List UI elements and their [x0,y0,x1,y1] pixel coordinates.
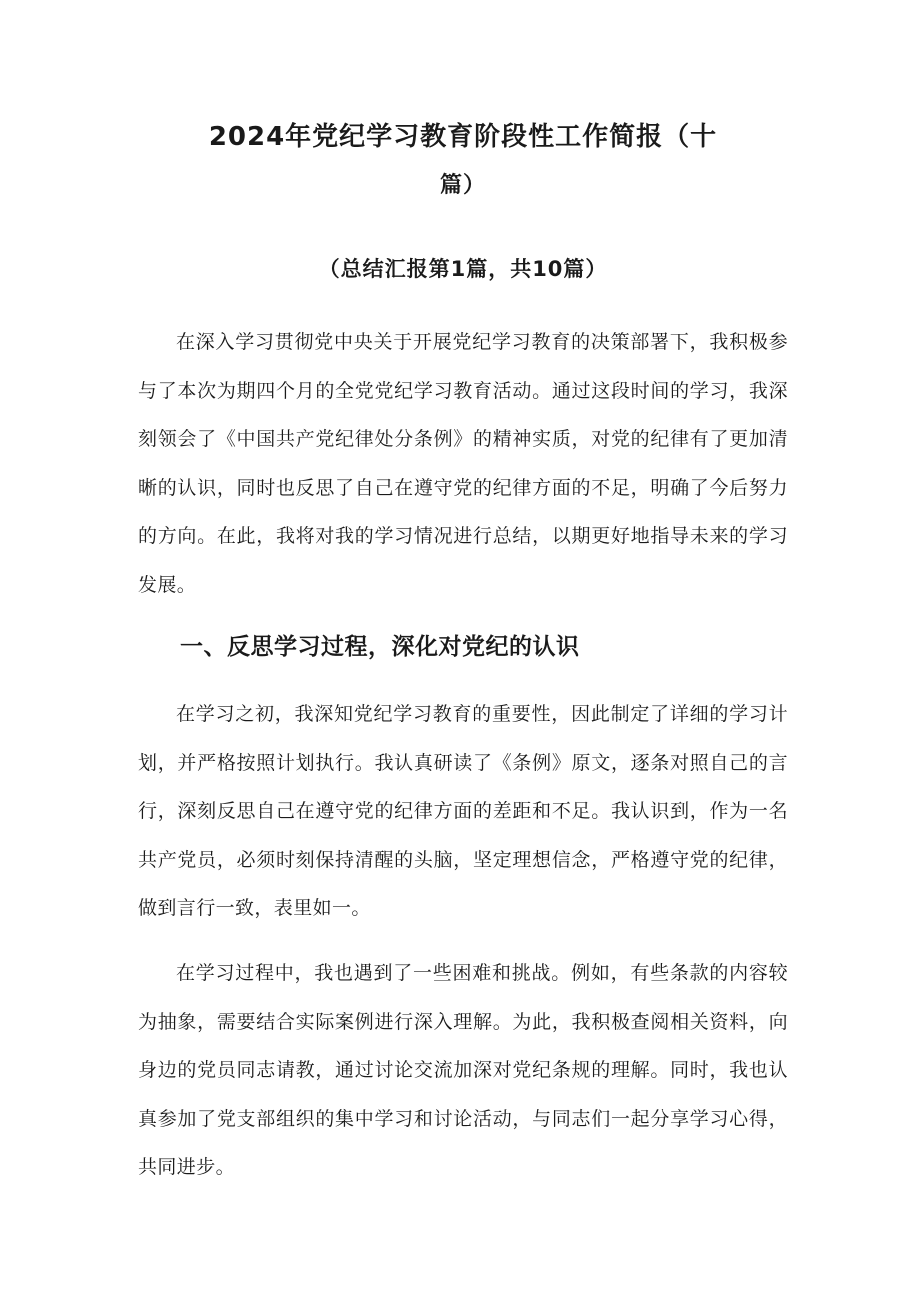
section-heading: 一、反思学习过程，深化对党纪的认识 [180,634,580,660]
document-title-continuation: 篇） [439,173,486,198]
intro-paragraph: 在深入学习贯彻党中央关于开展党纪学习教育的决策部署下，我积极参与了本次为期四个月的全党党纪学习教育活动。通过这段时间的学习，我深刻领会了《中国共产党纪律处分条例》的精神实质，对党的纪律有了更加清晰的认识，同时也反思了自己在遵守党的纪律方面的不足，明确了今后努力的方向。在此，我将对我的学习情况进行总结，以期更好地指导未来的学习发展。 [138,331,788,596]
body-paragraph: 在学习之初，我深知党纪学习教育的重要性，因此制定了详细的学习计划，并严格按照计划执行。我认真研读了《条例》原文，逐条对照自己的言行，深刻反思自己在遵守党的纪律方面的差距和不足。我认识到，作为一名共产党员，必须时刻保持清醒的头脑，坚定理想信念，严格遵守党的纪律，做到言行一致，表里如一。 [138,703,788,919]
body-paragraph: 在学习过程中，我也遇到了一些困难和挑战。例如，有些条款的内容较为抽象，需要结合实际案例进行深入理解。为此，我积极查阅相关资料，向身边的党员同志请教，通过讨论交流加深对党纪条规的理解。同时，我也认真参加了党支部组织的集中学习和讨论活动，与同志们一起分享学习心得，共同进步。 [138,962,788,1178]
document-title: 2024年党纪学习教育阶段性工作简报（十 [208,122,718,152]
document-subtitle: （总结汇报第1篇，共10篇） [318,257,608,281]
